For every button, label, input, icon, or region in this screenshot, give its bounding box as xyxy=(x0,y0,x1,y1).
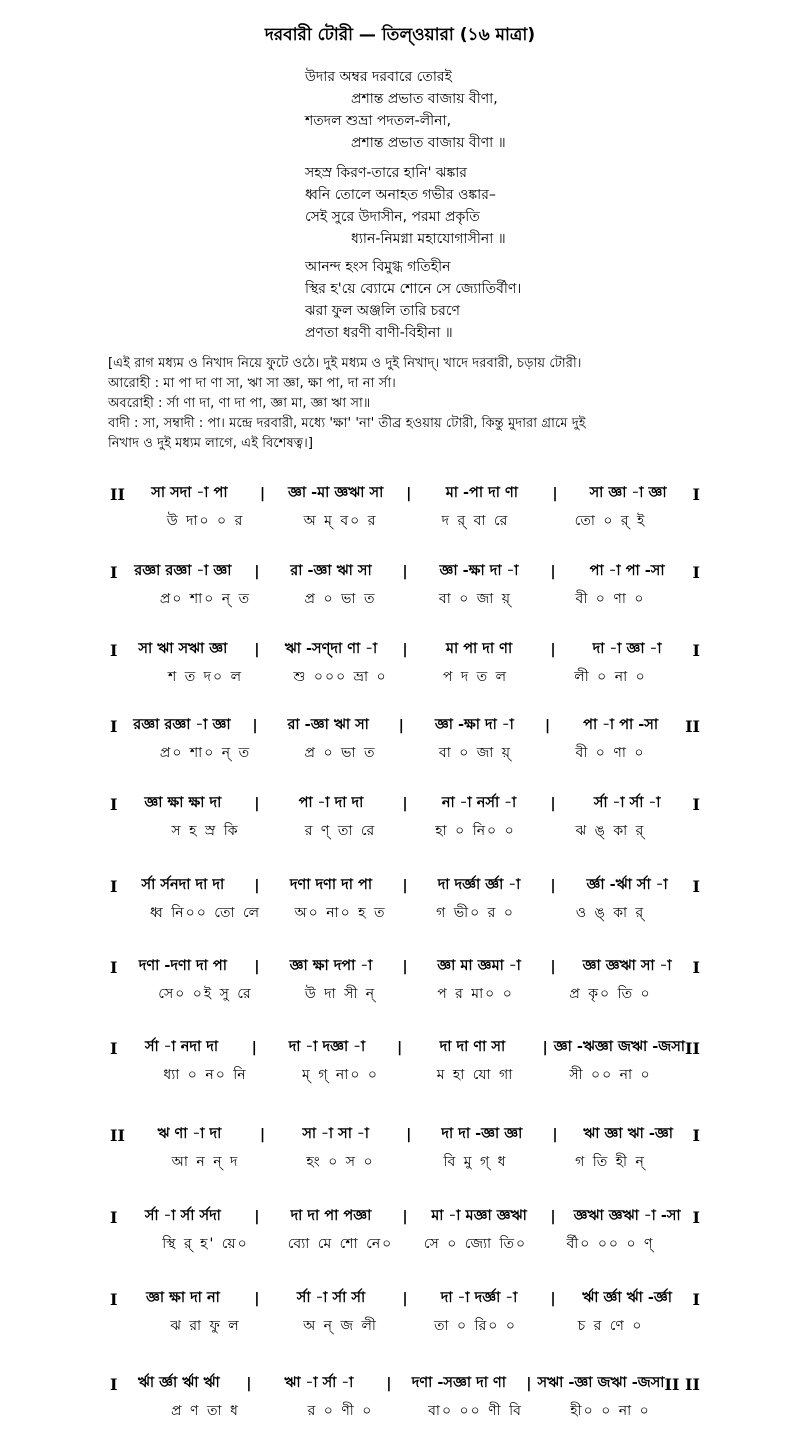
bar-start-symbol: I xyxy=(110,640,118,660)
lyric-group: আ ন ন্‌ দ xyxy=(171,1154,240,1170)
notes-line xyxy=(110,712,700,740)
lyric-group: প দ ত ল xyxy=(442,669,509,685)
bar-separator: | xyxy=(254,959,260,975)
poem-line: প্রশান্ত প্রভাত বাজায় বীণা, xyxy=(351,91,498,107)
raga-note xyxy=(108,354,703,454)
bar-separator: | xyxy=(254,878,260,894)
notes-line xyxy=(110,636,700,664)
notation-row xyxy=(110,558,700,614)
lyric-group: বী ০ ণা ০ xyxy=(575,745,646,761)
lyrics-line xyxy=(138,666,678,688)
bar-separator: | xyxy=(254,642,260,658)
lyric-group: বা০ ০০ ণী বি xyxy=(428,1403,523,1419)
lyric-group: স হ স্র কি xyxy=(171,823,240,839)
bar-separator: | xyxy=(552,486,558,502)
bar-separator: | xyxy=(402,1209,408,1225)
note-group: জ্ঞা ক্ষা দা না xyxy=(145,1290,220,1306)
lyric-group: গ ভী০ র ০ xyxy=(436,905,515,921)
bar-separator: | xyxy=(402,959,408,975)
poem-line: স্থির হ'য়ে ব্যোমে শোনে সে জ্যোতির্বীণ। xyxy=(305,281,522,297)
lyric-group: ধ্যা ০ ন০ নি xyxy=(163,1067,248,1083)
bar-separator: | xyxy=(254,796,260,812)
notation-row xyxy=(110,1370,700,1426)
lyric-group: বা ০ জা য়্‌ xyxy=(438,591,513,607)
note-group: মা পা দা ণা xyxy=(445,641,513,657)
lyric-group: র ণ্‌ তা রে xyxy=(304,823,377,839)
poem-line: উদার অম্বর দরবারে তোরই xyxy=(305,69,452,85)
note-group: ঋ ণা -া দা xyxy=(157,1126,222,1142)
note-line: [এই রাগ মধ্যম ও নিখাদ নিয়ে ফুটে ওঠে। দুই মধ্যম ও দুই নিখাদ্‌। খাদে দরবারী, চড়ায় টোরী। xyxy=(108,356,582,371)
bar-separator: | xyxy=(397,1040,403,1056)
lyric-group: প্র ০ ভা ত xyxy=(304,745,377,761)
page-title: দরবারী টোরী — তিল্‌ওয়ারা (১৬ মাত্রা) xyxy=(264,25,536,45)
bar-start-symbol: I xyxy=(110,957,118,977)
notes-line xyxy=(110,1370,700,1398)
poem-stanza-3 xyxy=(305,256,521,344)
poem-line: সেই সুরে উদাসীন, পরমা প্রকৃতি xyxy=(305,209,480,225)
lyric-group: ও ঙ্‌ কা র্‌ xyxy=(575,905,646,921)
poem-line: ধ্যান-নিমগ্না মহাযোগাসীনা ॥ xyxy=(351,231,506,247)
lyric-group: সী ০০ না ০ xyxy=(569,1067,652,1083)
lyric-group: ম্‌ গ্‌ না০ ০ xyxy=(302,1067,379,1083)
lyric-group: সে০ ০ই সু রে xyxy=(158,986,253,1002)
bar-separator: | xyxy=(550,959,556,975)
note-group: দণা দণা দা পা xyxy=(289,877,373,893)
note-group: জ্ঞঋা জ্ঞঋা -া -সা xyxy=(573,1208,681,1224)
notes-line xyxy=(110,872,700,900)
lyric-group: বি মু গ্‌ ধ xyxy=(443,1154,508,1170)
lyric-group: ম হা যো গা xyxy=(436,1067,515,1083)
bar-start-symbol: II xyxy=(110,1125,125,1145)
note-group: পা -া পা -সা xyxy=(589,563,665,579)
bar-separator: | xyxy=(544,718,551,734)
note-group: জ্ঞা ক্ষা দপা -া xyxy=(289,958,373,974)
lyric-group: প্র ণ তা ধ xyxy=(171,1403,240,1419)
bar-separator: | xyxy=(254,564,260,580)
lyric-group: স্থি র্‌ হ' য়ে০ xyxy=(162,1236,249,1252)
note-group: র্সা -া নদা দা xyxy=(144,1039,219,1055)
lyrics-line xyxy=(138,983,678,1005)
lyrics-line xyxy=(138,1151,678,1173)
poem-line: শতদল শুভ্রা পদতল-লীনা, xyxy=(305,113,452,129)
bar-separator: | xyxy=(526,1376,532,1392)
notation-row xyxy=(110,872,700,928)
notes-line xyxy=(110,790,700,818)
note-group: মা -া মজ্ঞা জ্ঞঋা xyxy=(431,1208,527,1224)
note-group: সঋা -জ্ঞা জঋা -জসা xyxy=(537,1375,665,1391)
bar-end-symbol: I xyxy=(692,640,700,660)
bar-end-symbol: I xyxy=(692,1125,701,1145)
notes-line xyxy=(110,558,700,586)
note-group: ঋা -া র্সা -া xyxy=(284,1375,354,1391)
note-group: র্সা -া র্সা র্সা xyxy=(296,1290,366,1306)
note-group: মা -পা দা ণা xyxy=(445,485,518,501)
lyric-group: শু ০০০ ভ্রা ০ xyxy=(293,669,388,685)
lyric-group: দ র্‌ বা রে xyxy=(441,513,510,529)
note-group: পা -া দা দা xyxy=(298,795,364,811)
bar-separator: | xyxy=(550,1291,556,1307)
lyric-group: উ দা০ ০ র xyxy=(166,513,245,529)
note-group: রজ্ঞা রজ্ঞা -া জ্ঞা xyxy=(134,563,232,579)
notation-row xyxy=(110,953,700,1009)
note-group: দা -া দর্জ্ঞা -া xyxy=(440,1290,518,1306)
lyrics-line xyxy=(138,588,678,610)
note-group: রজ্ঞা রজ্ঞা -া জ্ঞা xyxy=(133,717,231,733)
bar-separator: | xyxy=(402,796,408,812)
bar-separator: | xyxy=(246,1376,252,1392)
lyric-group: বা ০ জা য়্‌ xyxy=(438,745,513,761)
bar-separator: | xyxy=(406,486,412,502)
note-group: র্সা -া র্সা -া xyxy=(593,795,661,811)
bar-start-symbol: I xyxy=(110,1289,118,1309)
poem-line: ঝরা ফুল অঞ্জলি তারি চরণে xyxy=(305,303,460,319)
bar-separator: | xyxy=(259,1127,266,1143)
bar-separator: | xyxy=(251,1040,257,1056)
lyric-group: র ০ ণী ০ xyxy=(307,1403,374,1419)
bar-start-symbol: I xyxy=(110,562,118,582)
bar-separator: | xyxy=(402,564,408,580)
bar-separator: | xyxy=(254,1209,260,1225)
bar-end-symbol: I xyxy=(692,794,700,814)
lyric-group: বী ০ ণা ০ xyxy=(575,591,646,607)
lyric-group: তা ০ রি০ ০ xyxy=(434,1318,517,1334)
note-group: দা দা ণা সা xyxy=(439,1039,506,1055)
notes-line xyxy=(110,480,700,508)
note-group: দা দা পা পজ্ঞা xyxy=(290,1208,372,1224)
lyric-group: চ র ণে ০ xyxy=(577,1318,644,1334)
bar-end-symbol: I xyxy=(692,876,700,896)
note-group: র্ঋা র্জ্ঞা র্ঋা র্ঋা xyxy=(137,1375,220,1391)
notes-line xyxy=(110,1121,700,1149)
note-group: রা -জ্ঞা ঋা সা xyxy=(290,563,372,579)
lyrics-line xyxy=(138,1400,678,1422)
lyrics-line xyxy=(138,1064,678,1086)
bar-separator: | xyxy=(550,878,556,894)
bar-end-symbol: II xyxy=(685,1038,700,1058)
note-group: জ্ঞা -মা জ্ঞঋা সা xyxy=(287,485,384,501)
lyrics-line xyxy=(138,820,678,842)
notation-row xyxy=(110,790,700,846)
lyric-group: অ ম্‌ ব০ র xyxy=(303,513,378,529)
bar-start-symbol: I xyxy=(110,794,118,814)
note-group: পা -া পা -সা xyxy=(583,717,659,733)
note-group: দা -া জ্ঞা -া xyxy=(592,641,662,657)
lyric-group: শ ত দ০ ল xyxy=(167,669,244,685)
bar-start-symbol: II xyxy=(110,484,125,504)
note-group: দণা -সজ্ঞা দা ণা xyxy=(411,1375,506,1391)
note-group: জ্ঞা জ্ঞঋা সা -া xyxy=(582,958,672,974)
notes-line xyxy=(110,953,700,981)
note-group: র্সা র্সনদা দা দা xyxy=(141,877,225,893)
note-group: দা -া দজ্ঞা -া xyxy=(288,1039,366,1055)
lyric-group: উ দা সী ন্‌ xyxy=(304,986,377,1002)
notation-row xyxy=(110,480,700,536)
note-group: সা -া সা -া xyxy=(302,1126,369,1142)
lyric-group: প্র০ শা০ ন্‌ ত xyxy=(159,745,252,761)
notes-line xyxy=(110,1285,700,1313)
note-group: জ্ঞা ক্ষা ক্ষা দা xyxy=(144,795,222,811)
poem-line: প্রশান্ত প্রভাত বাজায় বীণা ॥ xyxy=(351,135,506,151)
note-group: না -া নর্সা -া xyxy=(441,795,517,811)
note-line: অবরোহী : র্সা ণা দা, ণা দা পা, জ্ঞা মা, জ্ঞা ঋা সা॥ xyxy=(108,396,371,411)
note-group: র্জ্ঞা -র্ঋা র্সা -া xyxy=(586,877,668,893)
bar-end-symbol: II xyxy=(685,716,701,736)
poem-line: ধ্বনি তোলে অনাহত গভীর ওঙ্কার– xyxy=(305,187,496,203)
lyric-group: গ তি হী ন্‌ xyxy=(575,1154,646,1170)
bar-end-symbol: II II xyxy=(664,1374,701,1394)
note-group: জ্ঞা -ক্ষা দা -া xyxy=(434,717,514,733)
bar-separator: | xyxy=(402,642,408,658)
bar-start-symbol: I xyxy=(110,1038,118,1058)
note-group: জ্ঞা মা জ্ঞমা -া xyxy=(437,958,521,974)
note-group: দা দর্জ্ঞা র্জ্ঞা -া xyxy=(437,877,521,893)
notation-row xyxy=(110,1034,700,1090)
notes-line xyxy=(110,1034,700,1062)
bar-separator: | xyxy=(252,718,258,734)
lyric-group: অ ন্‌ জ লী xyxy=(303,1318,378,1334)
bar-separator: | xyxy=(398,718,404,734)
bar-separator: | xyxy=(402,1291,408,1307)
bar-end-symbol: I xyxy=(692,1289,700,1309)
lyric-group: প্র০ শা০ ন্‌ ত xyxy=(159,591,252,607)
bar-separator: | xyxy=(254,1291,260,1307)
note-group: র্ঋা র্জ্ঞা র্ঋা -র্জ্ঞা xyxy=(582,1290,672,1306)
note-line: বাদী : সা, সম্বাদী : পা। মন্দ্রে দরবারী, মধ্যে 'ক্ষা' 'না' তীব্র হওয়ায় টোরী, কিন্তু মুদারা গ্রামে দুই xyxy=(108,416,586,431)
note-line: নিখাদ ও দুই মধ্যম লাগে, এই বিশেষত্ব।] xyxy=(108,436,313,451)
lyric-group: হং ০ স ০ xyxy=(306,1154,375,1170)
lyric-group: প্র ০ ভা ত xyxy=(304,591,377,607)
lyrics-line xyxy=(138,742,678,764)
bar-start-symbol: I xyxy=(110,1374,118,1394)
lyrics-line xyxy=(138,902,678,924)
note-group: দা দা -জ্ঞা জ্ঞা xyxy=(441,1126,523,1142)
poem-line: প্রণতা ধরণী বাণী-বিহীনা ॥ xyxy=(305,325,453,341)
bar-start-symbol: I xyxy=(110,1207,118,1227)
bar-end-symbol: I xyxy=(692,1207,700,1227)
lyric-group: তো ০ র্‌ ই xyxy=(574,513,647,529)
lyric-group: অ০ না০ হ ত xyxy=(294,905,387,921)
poem-line: আনন্দ হংস বিমুগ্ধ গতিহীন xyxy=(305,259,451,275)
bar-end-symbol: I xyxy=(692,484,701,504)
poem-stanza-1 xyxy=(305,66,506,154)
poem-stanza-2 xyxy=(305,162,506,250)
bar-separator: | xyxy=(402,878,408,894)
lyric-group: হা ০ নি০ ০ xyxy=(435,823,516,839)
note-group: র্সা -া র্সা র্সদা xyxy=(144,1208,221,1224)
lyric-group: প র মা০ ০ xyxy=(437,986,514,1002)
bar-separator: | xyxy=(406,1127,412,1143)
note-group: জ্ঞা -ক্ষা দা -া xyxy=(439,563,519,579)
lyrics-line xyxy=(138,510,678,532)
note-line: আরোহী : মা পা দা ণা সা, ঋা সা জ্ঞা, ক্ষা পা, দা না র্সা। xyxy=(108,376,396,391)
lyric-group: লী ০ না ০ xyxy=(574,669,647,685)
bar-end-symbol: I xyxy=(692,562,700,582)
note-group: ঋা -সণ্দা ণা -া xyxy=(284,641,378,657)
lyric-group: ঝ ঙ্‌ কা র্‌ xyxy=(575,823,646,839)
lyrics-line xyxy=(138,1315,678,1337)
lyric-group: হী০ ০ না ০ xyxy=(570,1403,651,1419)
notes-line xyxy=(110,1203,700,1231)
lyric-group: র্বী০ ০০ ০ ণ্‌ xyxy=(566,1236,655,1252)
bar-separator: | xyxy=(550,642,556,658)
bar-start-symbol: I xyxy=(110,876,118,896)
note-group: সা ঋা সঋা জ্ঞা xyxy=(138,641,228,657)
lyrics-line xyxy=(138,1233,678,1255)
notation-row xyxy=(110,1285,700,1341)
bar-separator: | xyxy=(542,1040,548,1056)
notation-row xyxy=(110,1121,700,1177)
bar-separator: | xyxy=(550,1209,556,1225)
lyric-group: সে ০ জ্যো তি০ xyxy=(423,1236,528,1252)
note-group: ঋা জ্ঞা ঋা -জ্ঞা xyxy=(583,1126,673,1142)
bar-separator: | xyxy=(386,1376,392,1392)
lyric-group: প্র কৃ০ তি ০ xyxy=(569,986,652,1002)
note-group: দণা -দণা দা পা xyxy=(138,958,227,974)
bar-separator: | xyxy=(259,486,266,502)
bar-separator: | xyxy=(550,564,556,580)
poem-line: সহস্র কিরণ-তারে হানি' ঝঙ্কার xyxy=(305,165,467,181)
lyric-group: ধ্ব নি০০ তো লে xyxy=(149,905,262,921)
note-group: সা সদা -া পা xyxy=(151,485,228,501)
note-group: সা জ্ঞা -া জ্ঞা xyxy=(589,485,667,501)
notation-row xyxy=(110,1203,700,1259)
lyric-group: ব্যো মে শো নে০ xyxy=(287,1236,394,1252)
bar-start-symbol: I xyxy=(110,716,118,736)
bar-separator: | xyxy=(552,1127,558,1143)
bar-end-symbol: I xyxy=(692,957,700,977)
note-group: জ্ঞা -ঋজ্ঞা জঋা -জসা xyxy=(553,1039,686,1055)
lyric-group: ঝ রা ফু ল xyxy=(170,1318,241,1334)
note-group: রা -জ্ঞা ঋা সা xyxy=(287,717,369,733)
bar-separator: | xyxy=(550,796,556,812)
notation-row xyxy=(110,636,700,692)
notation-row xyxy=(110,712,700,768)
